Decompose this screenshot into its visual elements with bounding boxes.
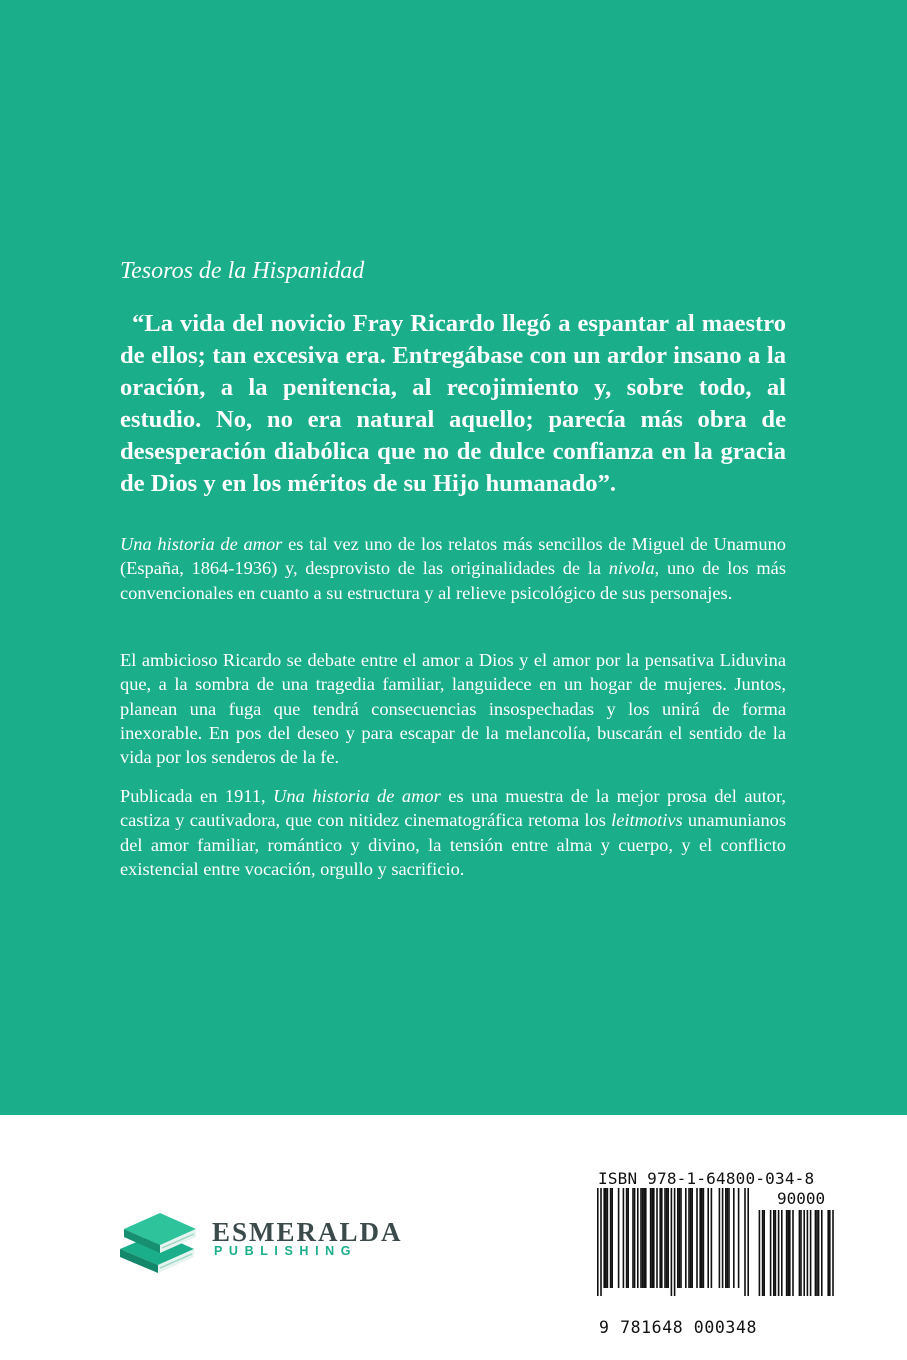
barcode-bar [618,1188,620,1288]
barcode-bar [722,1188,724,1288]
barcode-bar [827,1210,829,1296]
blurb-text: es tal vez uno de los relatos más sencillos de Miguel de Unamuno (España, 1864-1936) y, desprovisto de las originalidades de la [120,534,786,579]
barcode-bar [832,1210,834,1296]
barcode-bar [701,1188,703,1288]
barcode-bar [677,1188,679,1288]
barcode-bar [664,1188,666,1288]
barcode-bar [626,1188,628,1288]
barcode-bar [696,1188,698,1288]
isbn-label: ISBN 978-1-64800-034-8 [598,1169,815,1188]
book-title-italic: Una historia de amor [120,534,283,554]
barcode-bar [789,1210,791,1296]
barcode-bar [803,1210,805,1296]
barcode-bar [818,1210,820,1296]
barcode-bar [781,1210,783,1296]
blurb-text: Publicada en 1911, [120,786,274,806]
book-quote: “La vida del novicio Fray Ricardo llegó a espantar al maestro de ellos; tan excesiva era. Entregábase con un ardor insano a la oración, a la penitencia, al recojimiento y, sobre todo, al estudio. No, no era natural aquello; parecía más obra de desesperación diabólica que no de dulce confianza en la gracia de Dios y en los méritos de su Hijo humanado”. [120,310,786,497]
barcode-bar [733,1188,735,1288]
barcode-bar [792,1210,794,1296]
barcode-bar [666,1188,668,1288]
term-italic: leitmotivs [611,810,683,831]
barcode-bar [605,1188,607,1288]
blurb-text: unamunianos del amor familiar, romántico y divino, la tensión entre alma y cuerpo, y el conflicto existencial entre vocación, orgullo y sacrificio. [120,810,786,879]
ean-digits: 9 781648 000348 [599,1318,758,1337]
blurb-text: es una muestra de la mejor prosa del autor, castiza y cautivadora, que con nitidez cinematográfica retoma los [120,786,786,831]
book-title-italic: Una historia de amor [273,786,441,806]
barcode-bar [744,1188,746,1296]
barcode-bar [679,1188,681,1288]
barcode-bar [623,1188,625,1288]
barcode-addon-digits: 90000 [777,1189,826,1208]
barcode-bar [650,1188,652,1288]
barcode-bar [821,1210,823,1296]
barcode-bar [775,1210,777,1296]
barcode-bar [725,1188,727,1288]
barcode-bar [787,1210,789,1296]
barcode-bar [738,1188,740,1288]
barcode-bar [690,1188,692,1288]
barcode-bar [727,1188,729,1288]
term-italic: nivola [608,558,655,579]
barcode-bar [807,1210,809,1296]
barcode-bar [778,1210,780,1296]
barcode-bar [688,1188,690,1288]
barcode-bar [600,1188,602,1296]
barcode-bar [651,1188,653,1288]
blurb-paragraph-2: El ambicioso Ricardo se debate entre el amor a Dios y el amor por la pensativa Liduvina que, a la sombra de una tragedia familiar, languidece en un hogar de mujeres. Juntos, planean una fuga que tendrá consecuencias insospechadas y los unirá de forma inexorable. En pos del deseo y para escapar de la melancolía, buscarán el sentido de la vida por los senderos de la fe. [120,650,786,768]
barcode-bar [800,1210,802,1296]
barcode-bar [607,1188,609,1288]
barcode-bar [699,1188,701,1288]
barcode-bar [610,1188,612,1288]
barcode-bar [671,1188,673,1296]
barcode-bar [611,1188,613,1288]
barcode-bar [773,1210,775,1296]
barcode-bar [815,1210,817,1296]
barcode-bar [762,1210,764,1296]
barcode-bar [680,1188,682,1288]
barcode-bar [640,1188,642,1288]
series-title: Tesoros de la Hispanidad [120,258,365,284]
barcode-bar [759,1210,761,1296]
barcode-bar [703,1188,705,1288]
barcode-bar [685,1188,687,1288]
publisher-name: ESMERALDA [212,1217,403,1247]
blurb-paragraph-3 [120,784,786,881]
barcode-bar [634,1188,636,1288]
barcode-bar [691,1188,693,1288]
barcode-bar [747,1188,749,1296]
barcode-bar [816,1210,818,1296]
barcode-bar [637,1188,639,1288]
barcode-bar [642,1188,644,1288]
barcode-bar [659,1188,661,1288]
barcode-bar [661,1188,663,1288]
barcode-bar [632,1188,634,1288]
barcode-bar [653,1188,655,1288]
barcode-bar [829,1210,831,1296]
barcode-bar [627,1188,629,1288]
barcode-bar [711,1188,713,1288]
barcode-bar [656,1188,658,1288]
blurb-paragraph-1 [120,532,786,605]
barcode-bar [810,1210,812,1296]
barcode-bar [603,1188,605,1288]
barcode-bar [786,1210,788,1296]
barcode-bar [719,1188,721,1288]
barcode-bar [667,1188,669,1288]
barcode-bar [728,1188,730,1288]
barcode-bar [674,1188,676,1296]
barcode-bar [643,1188,645,1288]
barcode-bar [645,1188,647,1288]
blurb-text: , uno de los más convencionales en cuanto a su estructura y al relieve psicológico de sus personajes. [120,558,786,603]
barcode-bar [597,1188,599,1296]
barcode-bar [707,1188,709,1288]
barcode-bar [799,1210,801,1296]
stacked-books-icon [118,1205,213,1275]
publisher-subtitle: PUBLISHING [214,1244,358,1258]
barcode-bar [770,1210,772,1296]
barcode-bar [763,1210,765,1296]
